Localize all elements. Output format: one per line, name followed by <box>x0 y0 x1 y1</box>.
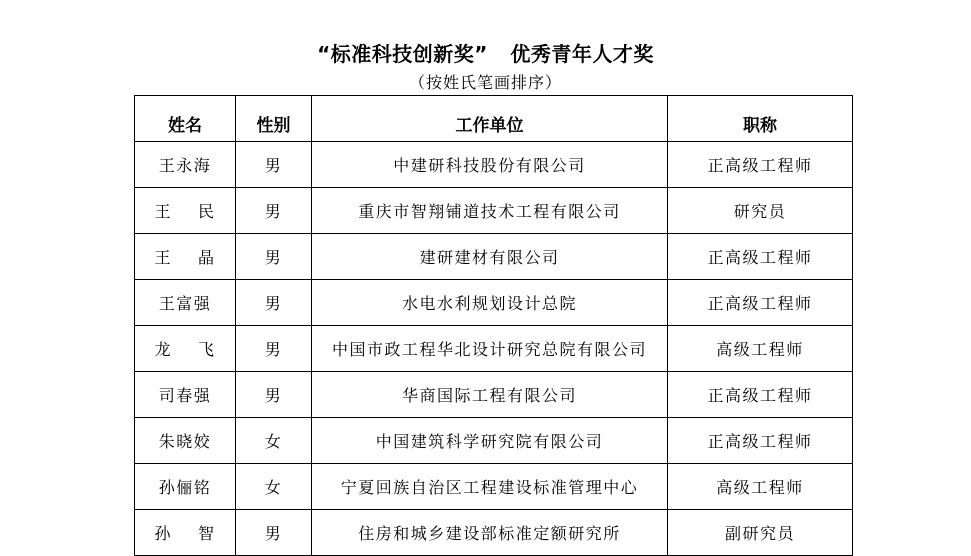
table-row <box>135 188 853 234</box>
name-last: 晶 <box>198 248 216 267</box>
header-title: 职称 <box>668 96 853 142</box>
table-row <box>135 510 853 556</box>
name-last: 智 <box>198 524 216 543</box>
cell-title: 正高级工程师 <box>668 418 853 464</box>
cell-unit: 中国市政工程华北设计研究总院有限公司 <box>312 326 668 372</box>
cell-title: 正高级工程师 <box>668 372 853 418</box>
page-subtitle: （按姓氏笔画排序） <box>408 73 562 92</box>
cell-title: 正高级工程师 <box>668 142 853 188</box>
awards-table <box>134 95 853 556</box>
cell-name <box>135 234 236 280</box>
header-gender: 性别 <box>236 96 312 142</box>
cell-gender: 男 <box>236 280 312 326</box>
table-row <box>135 326 853 372</box>
name-first: 王 <box>154 248 172 267</box>
cell-gender: 男 <box>236 188 312 234</box>
name-last: 飞 <box>198 340 216 359</box>
cell-unit: 水电水利规划设计总院 <box>312 280 668 326</box>
name-first: 王 <box>154 202 172 221</box>
cell-gender: 女 <box>236 464 312 510</box>
table-row <box>135 280 853 326</box>
cell-gender: 男 <box>236 372 312 418</box>
cell-gender: 男 <box>236 326 312 372</box>
cell-unit: 住房和城乡建设部标准定额研究所 <box>312 510 668 556</box>
table-row <box>135 418 853 464</box>
cell-unit: 重庆市智翔铺道技术工程有限公司 <box>312 188 668 234</box>
table-header <box>135 96 853 142</box>
cell-name: 孙俪铭 <box>135 464 236 510</box>
table-row <box>135 372 853 418</box>
cell-unit: 中国建筑科学研究院有限公司 <box>312 418 668 464</box>
cell-unit: 宁夏回族自治区工程建设标准管理中心 <box>312 464 668 510</box>
cell-unit: 华商国际工程有限公司 <box>312 372 668 418</box>
cell-gender: 男 <box>236 510 312 556</box>
name-first: 孙 <box>154 524 172 543</box>
cell-name: 王永海 <box>135 142 236 188</box>
cell-gender: 女 <box>236 418 312 464</box>
table-row <box>135 234 853 280</box>
cell-name: 司春强 <box>135 372 236 418</box>
cell-title: 正高级工程师 <box>668 234 853 280</box>
cell-gender: 男 <box>236 234 312 280</box>
table-body <box>135 142 853 556</box>
table-row <box>135 464 853 510</box>
header-row <box>135 96 853 142</box>
cell-name: 朱晓姣 <box>135 418 236 464</box>
header-name: 姓名 <box>135 96 236 142</box>
cell-name <box>135 510 236 556</box>
cell-gender: 男 <box>236 142 312 188</box>
cell-unit: 建研建材有限公司 <box>312 234 668 280</box>
cell-title: 高级工程师 <box>668 326 853 372</box>
header-unit: 工作单位 <box>312 96 668 142</box>
cell-name <box>135 188 236 234</box>
name-last: 民 <box>198 202 216 221</box>
cell-unit: 中建研科技股份有限公司 <box>312 142 668 188</box>
cell-title: 研究员 <box>668 188 853 234</box>
table-row <box>135 142 853 188</box>
page-title: “标准科技创新奖” 优秀青年人才奖 <box>317 42 654 66</box>
cell-name: 王富强 <box>135 280 236 326</box>
cell-title: 副研究员 <box>668 510 853 556</box>
cell-title: 高级工程师 <box>668 464 853 510</box>
name-first: 龙 <box>154 340 172 359</box>
cell-name <box>135 326 236 372</box>
cell-title: 正高级工程师 <box>668 280 853 326</box>
